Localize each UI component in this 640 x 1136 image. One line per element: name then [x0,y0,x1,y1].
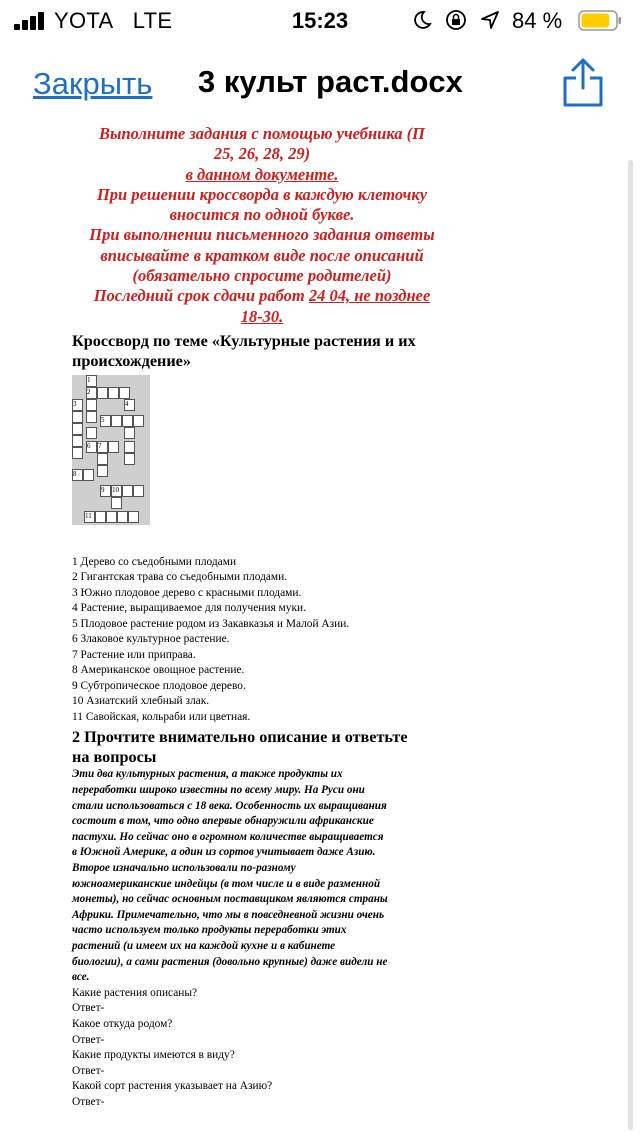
crossword-cell [124,441,135,453]
crossword-title: Кроссворд по теме «Культурные растения и их происхождение» [72,331,416,370]
crossword-cell [133,485,144,497]
question: Какие продукты имеются в виду? [72,1049,235,1062]
crossword-cell-9: 9 [100,485,111,497]
crossword-cell-10: 10 [111,485,122,497]
carrier-label: YOTA LTE [54,8,173,33]
do-not-disturb-icon [412,10,432,30]
crossword-cell [83,469,94,481]
crossword-cell [119,387,130,399]
clue: 3 Южно плодовое дерево с красными плодами. [72,586,302,599]
document-title: 3 культ раст.docx [198,64,463,99]
instructions-block: Выполните задания с помощью учебника (П 25, 26, 28, 29) в данном документе. При решении кроссворда в каждую клеточку вносится по одной букве. При выполнении письменного задания ответы вписывайте в кратком виде после описаний (обязательно спросите родителей) Последний срок сдачи работ 24 04, не позднее 18-30. [89,124,435,326]
crossword-grid [72,375,150,525]
crossword-cell [111,415,122,427]
status-time: 15:23 [291,8,349,33]
clue: 11 Савойская, кольраби или цветная. [72,710,251,723]
section-2-heading: 2 Прочтите внимательно описание и ответьте на вопросы [72,728,408,767]
crossword-cell-11: 11 [84,511,95,523]
crossword-cell [124,427,135,439]
crossword-cell-5: 5 [100,415,111,427]
crossword-cell [106,511,117,523]
crossword-cell-1: 1 [86,375,97,387]
crossword-cell [97,453,108,465]
crossword-cell [86,399,97,411]
clue: 10 Азиатский хлебный злак. [72,695,210,708]
crossword-cell [72,447,83,459]
crossword-cell [122,415,133,427]
clue: 6 Злаковое культурное растение. [72,633,230,646]
clue: 4 Растение, выращиваемое для получения муки. [72,602,306,615]
crossword-cell-2: 2 [86,387,97,399]
crossword-cell [108,387,119,399]
crossword-cell-6: 6 [86,441,97,453]
clue: 7 Растение или приправа. [72,648,196,661]
crossword-cell [86,427,97,439]
answer-label: Ответ- [72,1095,105,1108]
crossword-cell [97,387,108,399]
crossword-cell [72,435,83,447]
location-icon [480,10,500,30]
clue: 8 Американское овощное растение. [72,664,245,677]
clue: 1 Дерево со съедобными плодами [72,555,237,568]
share-icon[interactable] [560,56,606,108]
crossword-cell-7: 7 [97,441,108,453]
crossword-cell [108,441,119,453]
question: Какое откуда родом? [72,1017,173,1030]
answer-label: Ответ- [72,1033,105,1046]
battery-percent: 84 % [512,8,563,33]
crossword-cell [128,511,139,523]
battery-icon [578,10,622,31]
network-label: LTE [132,8,173,33]
crossword-cell [95,511,106,523]
crossword-cell [133,415,144,427]
status-bar [0,0,640,42]
clue: 9 Субтропическое плодовое дерево. [72,679,246,692]
question: Какие растения описаны? [72,986,198,999]
description-paragraph: Эти два культурных растения, а также продукты их переработки широко известны по всему миру. На Руси они стали использоваться с 18 века. Особенность их выращивания состоит в том, что одно впервые обнаружили африканские пастухи. Но сейчас оно в огромном количестве выращивается в Южной Америке, а один из сортов учитывает даже Азию. Второе изначально использовали по-разному южноамериканские индейцы (в том числе и в виде разменной монеты), но сейчас основным поставщиком являются страны Африки. Примечательно, что мы в повседневной жизни очень часто используем только продукты переработки этих растений (и имеем их на каждой кухне и в кабинете биологии), а сами растения (довольно крупные) даже видели не все. [72,768,388,984]
questions-block [72,986,452,1111]
crossword-cell [72,411,83,423]
close-button[interactable]: Закрыть [33,66,153,101]
crossword-cell-3: 3 [72,399,83,411]
scrollbar[interactable] [628,160,633,1130]
answer-label: Ответ- [72,1002,105,1015]
answer-label: Ответ- [72,1064,105,1077]
crossword-cell [122,485,133,497]
crossword-cell [72,423,83,435]
crossword-clues [72,555,452,726]
question: Какой сорт растения указывает на Азию? [72,1080,273,1093]
crossword-cell [97,465,108,477]
crossword-cell [111,497,122,509]
rotation-lock-icon [445,9,467,31]
crossword-cell-8: 8 [72,469,83,481]
clue: 5 Плодовое растение родом из Закавказья и Малой Азии. [72,617,350,630]
crossword-cell-4: 4 [124,399,135,411]
clue: 2 Гигантская трава со съедобными плодами. [72,571,288,584]
document-page [72,124,452,1111]
crossword-cell [86,411,97,423]
crossword-cell [117,511,128,523]
crossword-cell [124,453,135,465]
